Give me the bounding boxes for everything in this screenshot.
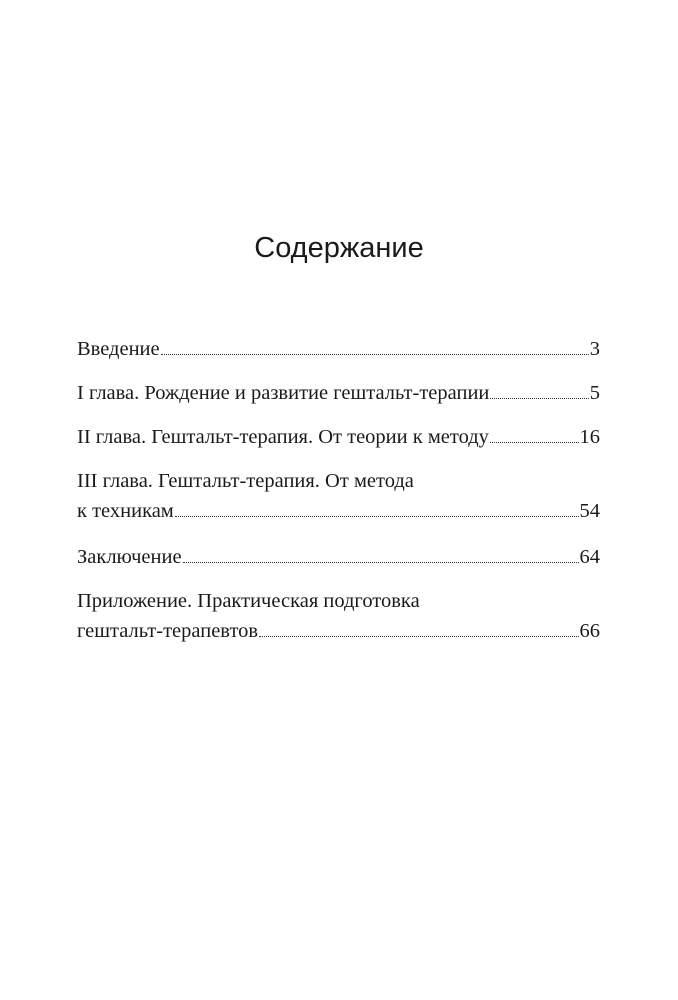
toc-entry-row (77, 422, 600, 452)
toc-entry-page-number: 5 (589, 382, 600, 404)
toc-entry-label-line2: к техникам (77, 500, 174, 522)
toc-entry-row (77, 334, 600, 364)
toc-entry-chapter-3[interactable] (77, 466, 600, 526)
toc-entry-chapter-2[interactable] (77, 422, 600, 452)
toc-entry-row (77, 496, 600, 526)
dot-leader (259, 636, 578, 637)
toc-entry-page-number: 54 (579, 500, 600, 522)
dot-leader (490, 398, 588, 399)
toc-entry-row (77, 378, 600, 408)
toc-entry-label: Заключение (77, 546, 182, 568)
toc-entry-label: II глава. Гештальт-терапия. От теории к методу (77, 426, 489, 448)
toc-entry-conclusion[interactable] (77, 542, 600, 572)
toc-entry-label-line1: III глава. Гештальт-терапия. От метода (77, 470, 414, 492)
dot-leader (175, 516, 579, 517)
toc-entry-appendix[interactable] (77, 586, 600, 646)
dot-leader (183, 562, 579, 563)
toc-entry-page-number: 16 (579, 426, 600, 448)
toc-entry-page-number: 3 (589, 338, 600, 360)
table-of-contents (77, 334, 600, 662)
dot-leader (490, 442, 579, 443)
toc-entry-page-number: 66 (579, 620, 600, 642)
toc-entry-row (77, 542, 600, 572)
toc-entry-label: Введение (77, 338, 160, 360)
toc-entry-label-line2: гештальт-терапевтов (77, 620, 259, 642)
toc-entry-page-number: 64 (579, 546, 600, 568)
toc-entry-introduction[interactable] (77, 334, 600, 364)
dot-leader (161, 354, 589, 355)
toc-entry-label: I глава. Рождение и развитие гештальт-терапии (77, 382, 490, 404)
toc-entry-row (77, 616, 600, 646)
toc-entry-chapter-1[interactable] (77, 378, 600, 408)
page-title: Содержание (254, 232, 424, 264)
toc-entry-label-line1: Приложение. Практическая подготовка (77, 590, 420, 612)
